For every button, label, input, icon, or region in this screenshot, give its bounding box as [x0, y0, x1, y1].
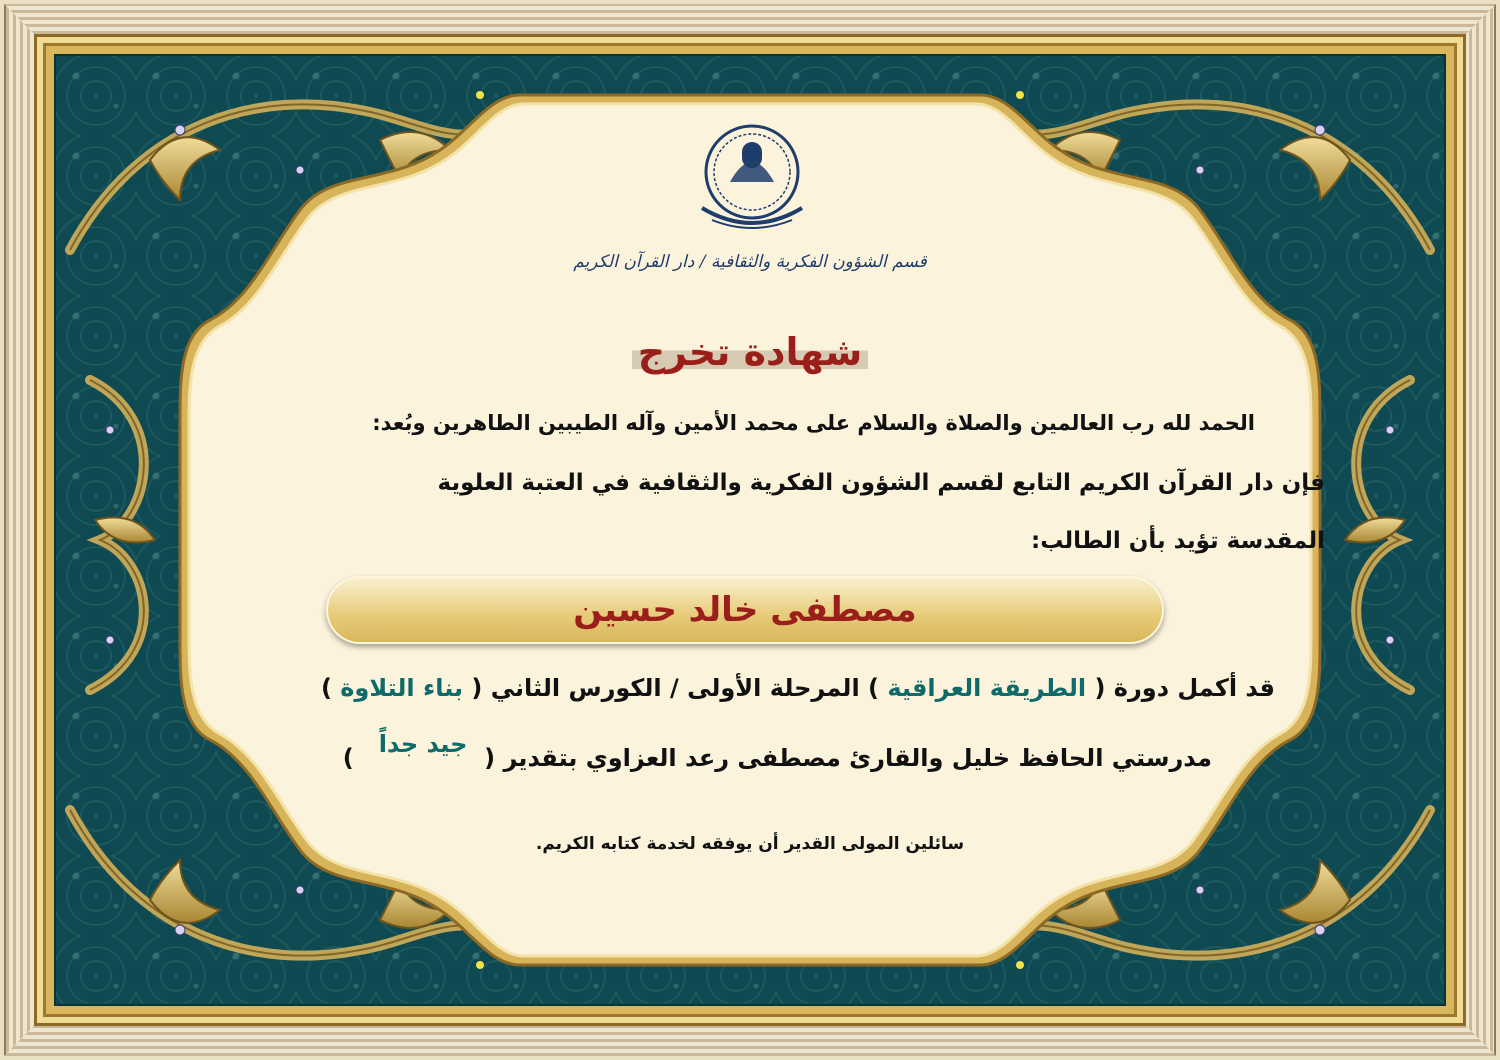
student-name: مصطفى خالد حسين	[573, 590, 917, 630]
teachers-text: مدرستي الحافظ خليل والقارئ مصطفى رعد العزاوي بتقدير	[503, 744, 1212, 772]
institution-logo	[690, 120, 814, 240]
course-prefix: قد أكمل دورة	[1113, 674, 1275, 702]
department-line: قسم الشؤون الفكرية والثقافية / دار القرآن الكريم	[573, 252, 927, 272]
body-line-1: فإن دار القرآن الكريم التابع لقسم الشؤون الفكرية والثقافية في العتبة العلوية	[437, 470, 1325, 496]
course-stage: المرحلة الأولى / الكورس الثاني	[490, 674, 860, 702]
student-name-banner	[326, 576, 1164, 644]
intro-line: الحمد لله رب العالمين والصلاة والسلام على محمد الأمين وآله الطيبين الطاهرين وبُعد:	[372, 411, 1255, 435]
body-line-2: المقدسة تؤيد بأن الطالب:	[1031, 528, 1325, 554]
course-method: الطريقة العراقية	[887, 674, 1087, 702]
closing-line: سائلين المولى القدير أن يوفقه لخدمة كتابه الكريم.	[535, 834, 965, 854]
grade: جيد جداً	[378, 730, 468, 758]
course-subject: بناء التلاوة	[340, 674, 464, 702]
certificate-title: شهادة تخرج	[632, 330, 869, 376]
teachers-line: مدرستي الحافظ خليل والقارئ مصطفى رعد العزاوي بتقدير ( جيد جداً )	[342, 730, 1212, 772]
course-line: قد أكمل دورة ( الطريقة العراقية ) المرحلة الأولى / الكورس الثاني ( بناء التلاوة )	[320, 674, 1275, 702]
